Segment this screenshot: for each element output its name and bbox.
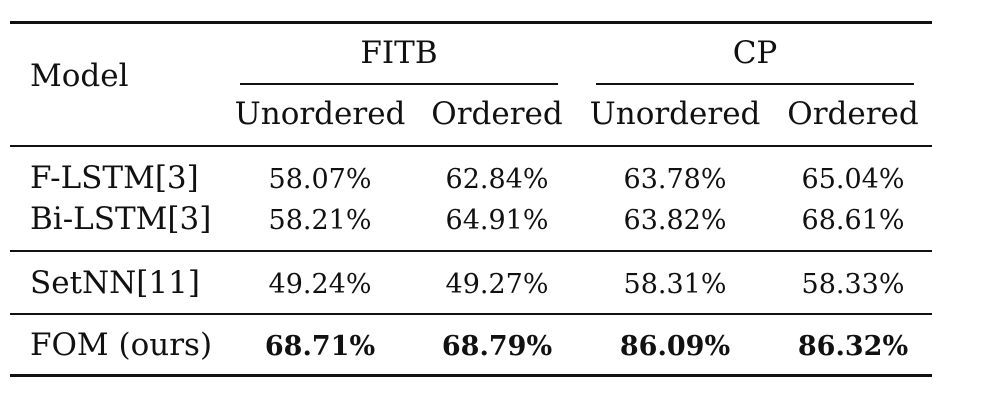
fitb-ordered-header: Ordered xyxy=(431,96,563,132)
cp-unordered-header: Unordered xyxy=(589,96,761,132)
table-cell-best: 86.09% xyxy=(619,331,731,362)
model-column-header: Model xyxy=(30,58,129,94)
row-model-name: SetNN[11] xyxy=(30,265,200,301)
group-separator-rule xyxy=(10,250,932,252)
fitb-group-rule xyxy=(240,83,558,85)
table-cell: 64.91% xyxy=(445,205,549,236)
table-cell: 58.21% xyxy=(268,205,372,236)
table-cell-best: 68.79% xyxy=(441,331,553,362)
table-cell: 49.24% xyxy=(268,269,372,300)
ours-separator-rule xyxy=(10,313,932,315)
table-cell: 68.61% xyxy=(801,205,905,236)
table-cell: 62.84% xyxy=(445,164,549,195)
cp-group-header: CP xyxy=(732,35,778,71)
table-cell-best: 68.71% xyxy=(264,331,376,362)
table-cell: 65.04% xyxy=(801,164,905,195)
table-cell: 49.27% xyxy=(445,269,549,300)
top-rule xyxy=(10,21,932,24)
table-cell-best: 86.32% xyxy=(797,331,909,362)
row-model-name: Bi-LSTM[3] xyxy=(30,201,212,237)
table-cell: 63.82% xyxy=(623,205,727,236)
table-cell: 58.31% xyxy=(623,269,727,300)
row-model-name: FOM (ours) xyxy=(30,327,213,363)
cp-group-rule xyxy=(596,83,914,85)
bottom-rule xyxy=(10,374,932,377)
table-cell: 58.33% xyxy=(801,269,905,300)
fitb-group-header: FITB xyxy=(360,35,438,71)
table-cell: 63.78% xyxy=(623,164,727,195)
row-model-name: F-LSTM[3] xyxy=(30,160,199,196)
cp-ordered-header: Ordered xyxy=(787,96,919,132)
table-cell: 58.07% xyxy=(268,164,372,195)
header-rule xyxy=(10,145,932,147)
fitb-unordered-header: Unordered xyxy=(234,96,406,132)
